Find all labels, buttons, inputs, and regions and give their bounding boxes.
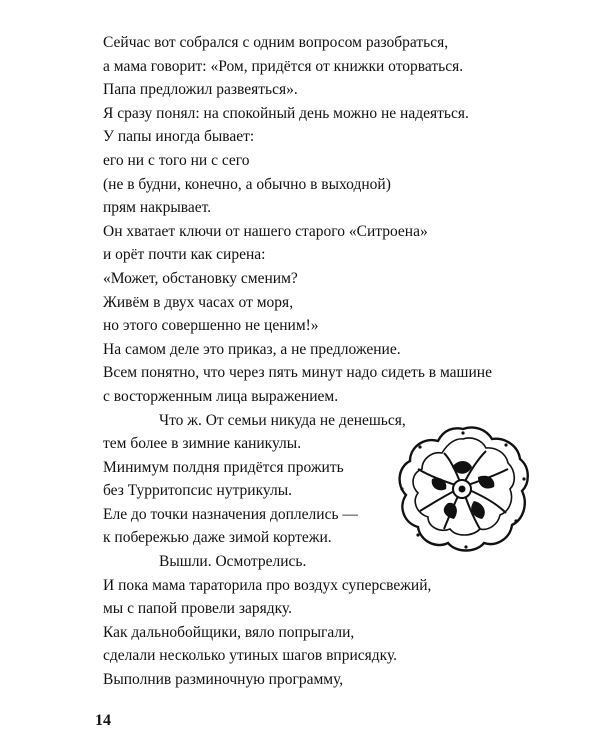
- poem-line: Что ж. От семьи никуда не денешься,: [159, 411, 406, 429]
- poem-line: без Турритопсис нутрикулы.: [103, 482, 292, 500]
- poem-line: но этого совершенно не ценим!»: [103, 317, 319, 335]
- poem-line: Всем понятно, что через пять минут надо сидеть в машине: [103, 364, 492, 382]
- poem-line: и орёт почти как сирена:: [103, 246, 266, 264]
- poem-line: мы с папой провели зарядку.: [103, 600, 292, 618]
- poem-line: Он хватает ключи от нашего старого «Ситроена»: [103, 222, 428, 240]
- poem-line: На самом деле это приказ, а не предложение.: [103, 340, 401, 358]
- poem-line: Минимум полдня придётся прожить: [103, 458, 344, 476]
- jellyfish-ornament-icon: [396, 423, 530, 553]
- poem-line: Вышли. Осмотрелись.: [159, 553, 307, 571]
- poem-line: к побережью даже зимой кортежи.: [103, 529, 332, 547]
- poem-line: (не в будни, конечно, а обычно в выходной): [103, 175, 391, 193]
- poem-line: с восторженным лица выражением.: [103, 387, 339, 405]
- poem-line: Я сразу понял: на спокойный день можно не надеяться.: [103, 104, 469, 122]
- poem-text: [103, 31, 583, 692]
- poem-line: Еле до точки назначения доплелись —: [103, 505, 358, 523]
- poem-line: Сейчас вот собрался с одним вопросом разобраться,: [103, 34, 449, 51]
- poem-line: «Может, обстановку сменим?: [103, 269, 298, 287]
- page-number: 14: [95, 712, 111, 729]
- poem-line: У папы иногда бывает:: [103, 128, 255, 146]
- poem-line: сделали несколько утиных шагов вприсядку.: [103, 647, 398, 665]
- poem-line: тем более в зимние каникулы.: [103, 435, 302, 453]
- poem-line: Как дальнобойщики, вяло попрыгали,: [103, 623, 355, 641]
- poem-line: а мама говорит: «Ром, придётся от книжки оторваться.: [103, 57, 464, 75]
- poem-line: Папа предложил развеяться».: [103, 81, 298, 99]
- poem-line: И пока мама тараторила про воздух суперсвежий,: [103, 576, 432, 594]
- poem-line: прям накрывает.: [103, 199, 212, 217]
- poem-line: Выполнив разминочную программу,: [103, 671, 344, 689]
- poem-line: его ни с того ни с сего: [103, 151, 250, 169]
- poem-line: Живём в двух часах от моря,: [103, 293, 294, 311]
